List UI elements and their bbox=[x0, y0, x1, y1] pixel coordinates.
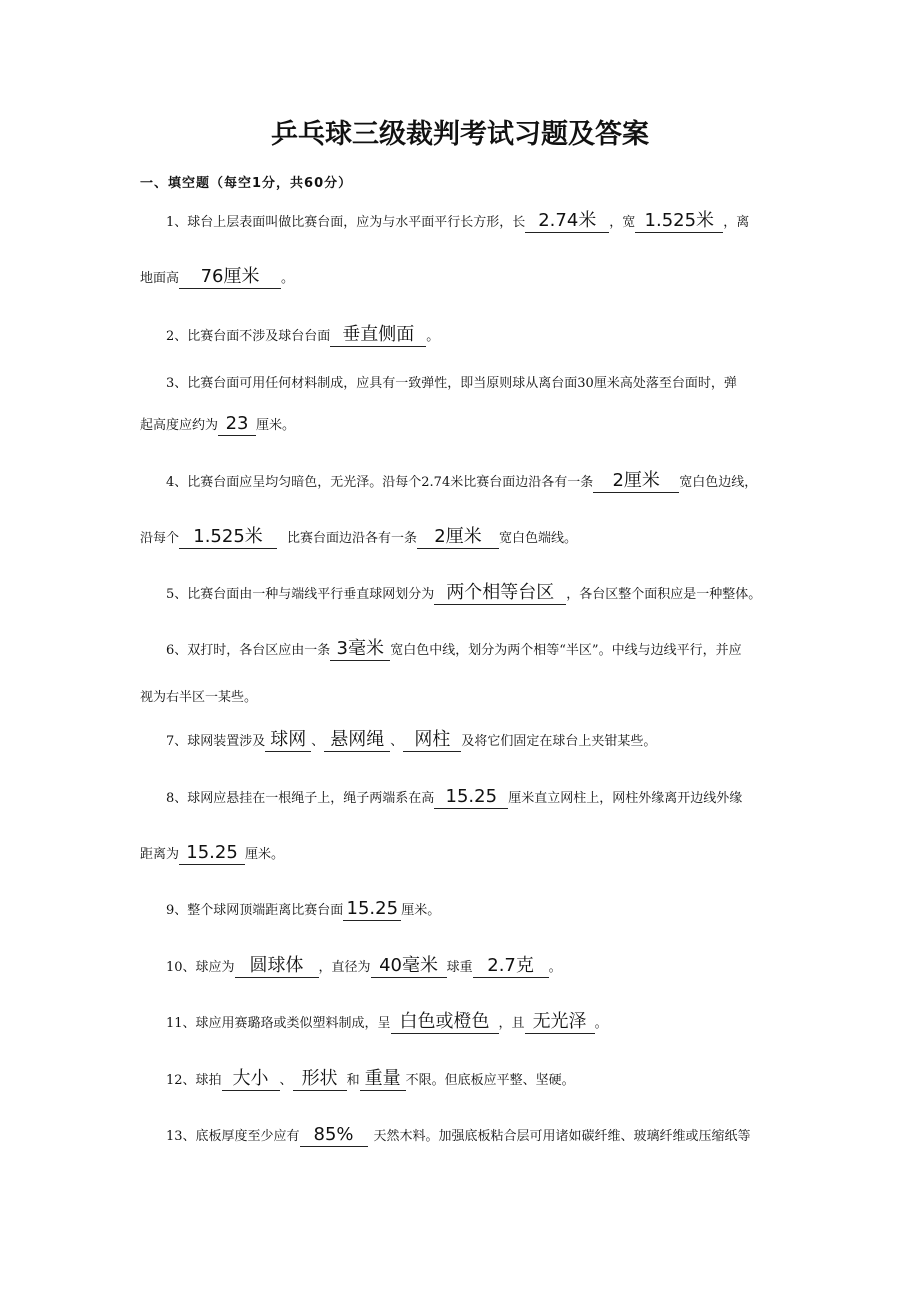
question-1-line-2: 地面高 76厘米 。 bbox=[140, 266, 295, 287]
question-2: 2、比赛台面不涉及球台台面 垂直侧面 。 bbox=[166, 324, 440, 345]
answer-blank: 2厘米 bbox=[417, 526, 499, 549]
answer-blank: 1.525米 bbox=[179, 526, 277, 549]
question-9: 9、整个球网顶端距离比赛台面 15.25 厘米。 bbox=[166, 898, 441, 919]
section-heading: 一、填空题（每空1分，共60分） bbox=[140, 176, 353, 191]
question-1-line-1: 1、球台上层表面叫做比赛台面，应为与水平面平行长方形，长 2.74米 ，宽 1.525米 ，离 bbox=[166, 210, 750, 231]
answer-blank: 垂直侧面 bbox=[330, 324, 426, 347]
question-4-line-1: 4、比赛台面应呈均匀暗色，无光泽。沿每个2.74米比赛台面边沿各有一条 2厘米 宽白色边线， bbox=[166, 470, 758, 491]
answer-blank: 球网 bbox=[265, 729, 311, 752]
answer-blank: 23 bbox=[218, 413, 256, 436]
answer-blank: 3毫米 bbox=[330, 638, 390, 661]
answer-blank: 无光泽 bbox=[525, 1011, 595, 1034]
question-6-line-2: 视为右半区一某些。 bbox=[140, 690, 258, 705]
answer-blank: 2.7克 bbox=[473, 955, 549, 978]
answer-blank: 15.25 bbox=[434, 786, 508, 809]
answer-blank: 40毫米 bbox=[371, 955, 447, 978]
question-3-line-2: 起高度应约为 23 厘米。 bbox=[140, 413, 296, 434]
question-8-line-1: 8、球网应悬挂在一根绳子上，绳子两端系在高 15.25 厘米直立网柱上，网柱外缘离开边线外缘 bbox=[166, 786, 743, 807]
page-title: 乒乓球三级裁判考试习题及答案 bbox=[271, 119, 649, 150]
question-13: 13、底板厚度至少应有 85% 天然木料。加强底板粘合层可用诸如碳纤维、玻璃纤维或压缩纸等 bbox=[166, 1124, 751, 1145]
question-5: 5、比赛台面由一种与端线平行垂直球网划分为 两个相等台区 ，各台区整个面积应是一种整体。 bbox=[166, 582, 762, 603]
question-8-line-2: 距离为 15.25 厘米。 bbox=[140, 842, 285, 863]
answer-blank: 15.25 bbox=[179, 842, 245, 865]
answer-blank: 2.74米 bbox=[525, 210, 609, 233]
question-7: 7、球网装置涉及 球网 、 悬网绳 、 网柱 及将它们固定在球台上夹钳某些。 bbox=[166, 729, 657, 750]
answer-blank: 圆球体 bbox=[235, 955, 319, 978]
answer-blank: 大小 bbox=[222, 1068, 280, 1091]
answer-blank: 重量 bbox=[360, 1068, 406, 1091]
answer-blank: 1.525米 bbox=[635, 210, 723, 233]
question-6-line-1: 6、双打时，各台区应由一条 3毫米 宽白色中线，划分为两个相等“半区”。中线与边线平行，并应 bbox=[166, 638, 742, 659]
question-4-line-2: 沿每个 1.525米 比赛台面边沿各有一条 2厘米 宽白色端线。 bbox=[140, 526, 578, 547]
answer-blank: 形状 bbox=[293, 1068, 347, 1091]
answer-blank: 白色或橙色 bbox=[391, 1011, 499, 1034]
answer-blank: 2厘米 bbox=[593, 470, 679, 493]
question-3-line-1: 3、比赛台面可用任何材料制成，应具有一致弹性，即当原则球从离台面30厘米高处落至台面时，弹 bbox=[166, 376, 737, 391]
answer-blank: 85% bbox=[300, 1124, 368, 1147]
question-11: 11、球应用赛璐珞或类似塑料制成，呈 白色或橙色 ，且 无光泽 。 bbox=[166, 1011, 608, 1032]
answer-blank: 网柱 bbox=[403, 729, 461, 752]
question-10: 10、球应为 圆球体 ，直径为 40毫米 球重 2.7克 。 bbox=[166, 955, 562, 976]
question-12: 12、球拍 大小 、 形状 和 重量 不限。但底板应平整、坚硬。 bbox=[166, 1068, 575, 1089]
answer-blank: 两个相等台区 bbox=[434, 582, 566, 605]
answer-blank: 15.25 bbox=[343, 898, 401, 921]
answer-blank: 悬网绳 bbox=[324, 729, 390, 752]
answer-blank: 76厘米 bbox=[179, 266, 281, 289]
